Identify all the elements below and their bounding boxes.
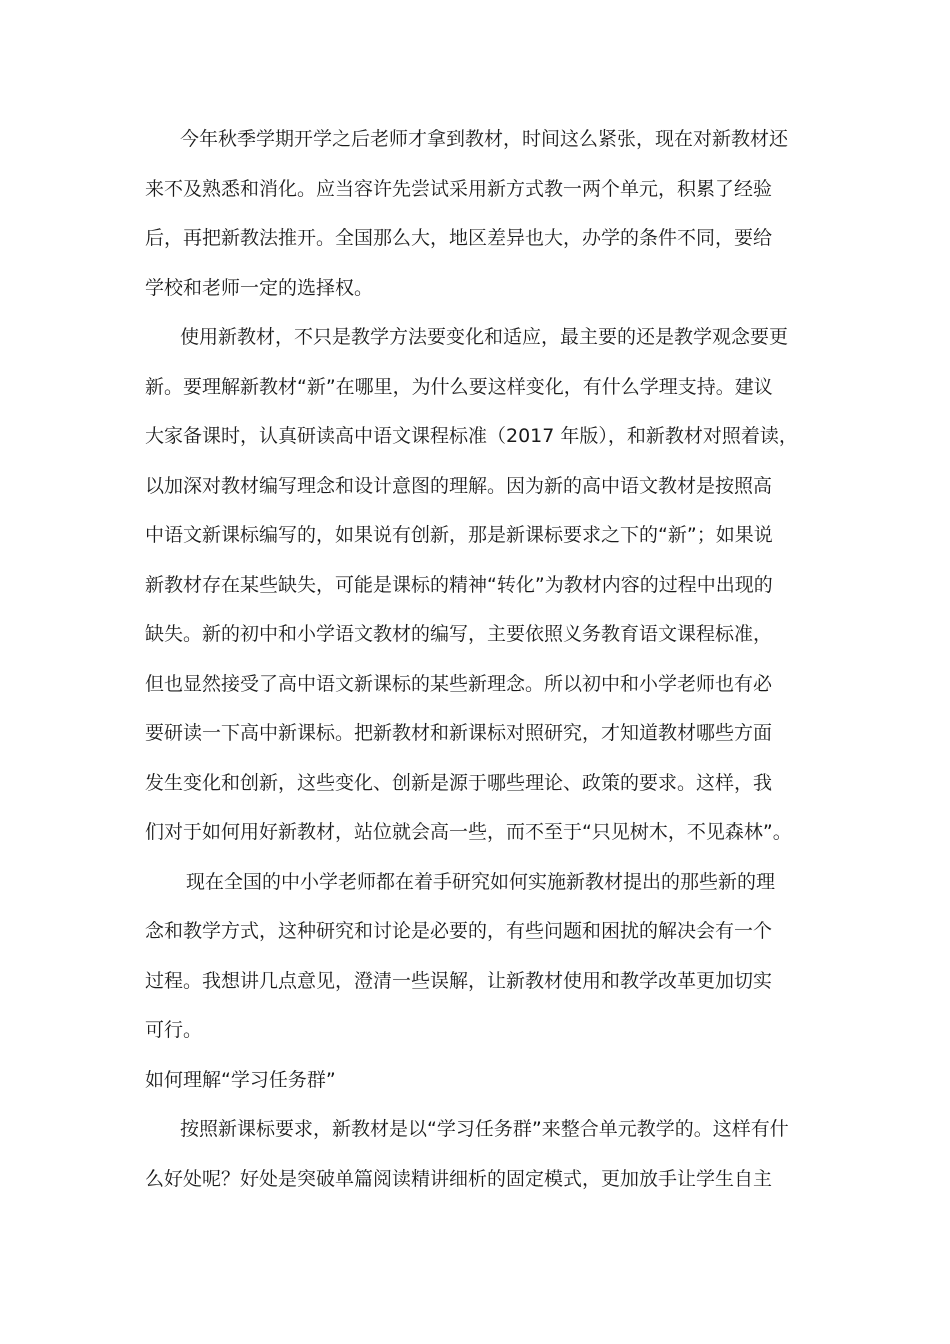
text-line [0, 965, 950, 997]
line-text: 过程。我想讲几点意见，澄清一些误解，让新教材使用和教学改革更加切实 [145, 970, 773, 992]
text-line [0, 222, 950, 254]
line-text: 新。要理解新教材“新”在哪里，为什么要这样变化，有什么学理支持。建议 [145, 376, 773, 398]
text-line [0, 123, 950, 155]
line-text: 新教材存在某些缺失，可能是课标的精神“转化”为教材内容的过程中出现的 [145, 574, 773, 596]
text-line [0, 717, 950, 749]
line-text: 但也显然接受了高中语文新课标的某些新理念。所以初中和小学老师也有必 [145, 673, 773, 695]
line-text: 现在全国的中小学老师都在着手研究如何实施新教材提出的那些新的理 [186, 871, 776, 893]
line-text: 使用新教材，不只是教学方法要变化和适应，最主要的还是教学观念要更 [180, 326, 789, 348]
text-line [0, 371, 950, 403]
text-line [0, 915, 950, 947]
line-text: 学校和老师一定的选择权。 [145, 277, 374, 299]
text-line [0, 173, 950, 205]
text-line [0, 569, 950, 601]
line-text: 可行。 [145, 1019, 203, 1041]
line-text: 们对于如何用好新教材，站位就会高一些，而不至于“只见树木，不见森林”。 [145, 821, 792, 843]
text-line [0, 519, 950, 551]
text-line [0, 767, 950, 799]
text-line [0, 1163, 950, 1195]
text-line [0, 1014, 950, 1046]
text-line [0, 618, 950, 650]
heading-text: 如何理解“学习任务群” [145, 1069, 336, 1091]
text-line [0, 321, 950, 353]
section-heading [0, 1064, 950, 1096]
text-line [0, 272, 950, 304]
text-line [0, 1113, 950, 1145]
line-text: 发生变化和创新，这些变化、创新是源于哪些理论、政策的要求。这样，我 [145, 772, 773, 794]
line-text: 念和教学方式，这种研究和讨论是必要的，有些问题和困扰的解决会有一个 [145, 920, 773, 942]
text-line [0, 866, 950, 898]
line-text: 以加深对教材编写理念和设计意图的理解。因为新的高中语文教材是按照高 [145, 475, 773, 497]
text-line [0, 668, 950, 700]
line-text: 后，再把新教法推开。全国那么大，地区差异也大，办学的条件不同，要给 [145, 227, 773, 249]
line-text: 么好处呢？好处是突破单篇阅读精讲细析的固定模式，更加放手让学生自主 [145, 1168, 773, 1190]
line-text: 中语文新课标编写的，如果说有创新，那是新课标要求之下的“新”；如果说 [145, 524, 773, 546]
text-line [0, 470, 950, 502]
line-text: 大家备课时，认真研读高中语文课程标准（2017 年版），和新教材对照着读， [145, 425, 798, 447]
line-text: 缺失。新的初中和小学语文教材的编写，主要依照义务教育语文课程标准， [145, 623, 773, 645]
line-text: 要研读一下高中新课标。把新教材和新课标对照研究，才知道教材哪些方面 [145, 722, 773, 744]
line-text: 按照新课标要求，新教材是以“学习任务群”来整合单元教学的。这样有什 [180, 1118, 789, 1140]
text-line [0, 816, 950, 848]
text-line [0, 420, 950, 452]
line-text: 今年秋季学期开学之后老师才拿到教材，时间这么紧张，现在对新教材还 [180, 128, 789, 150]
line-text: 来不及熟悉和消化。应当容许先尝试采用新方式教一两个单元，积累了经验 [145, 178, 773, 200]
